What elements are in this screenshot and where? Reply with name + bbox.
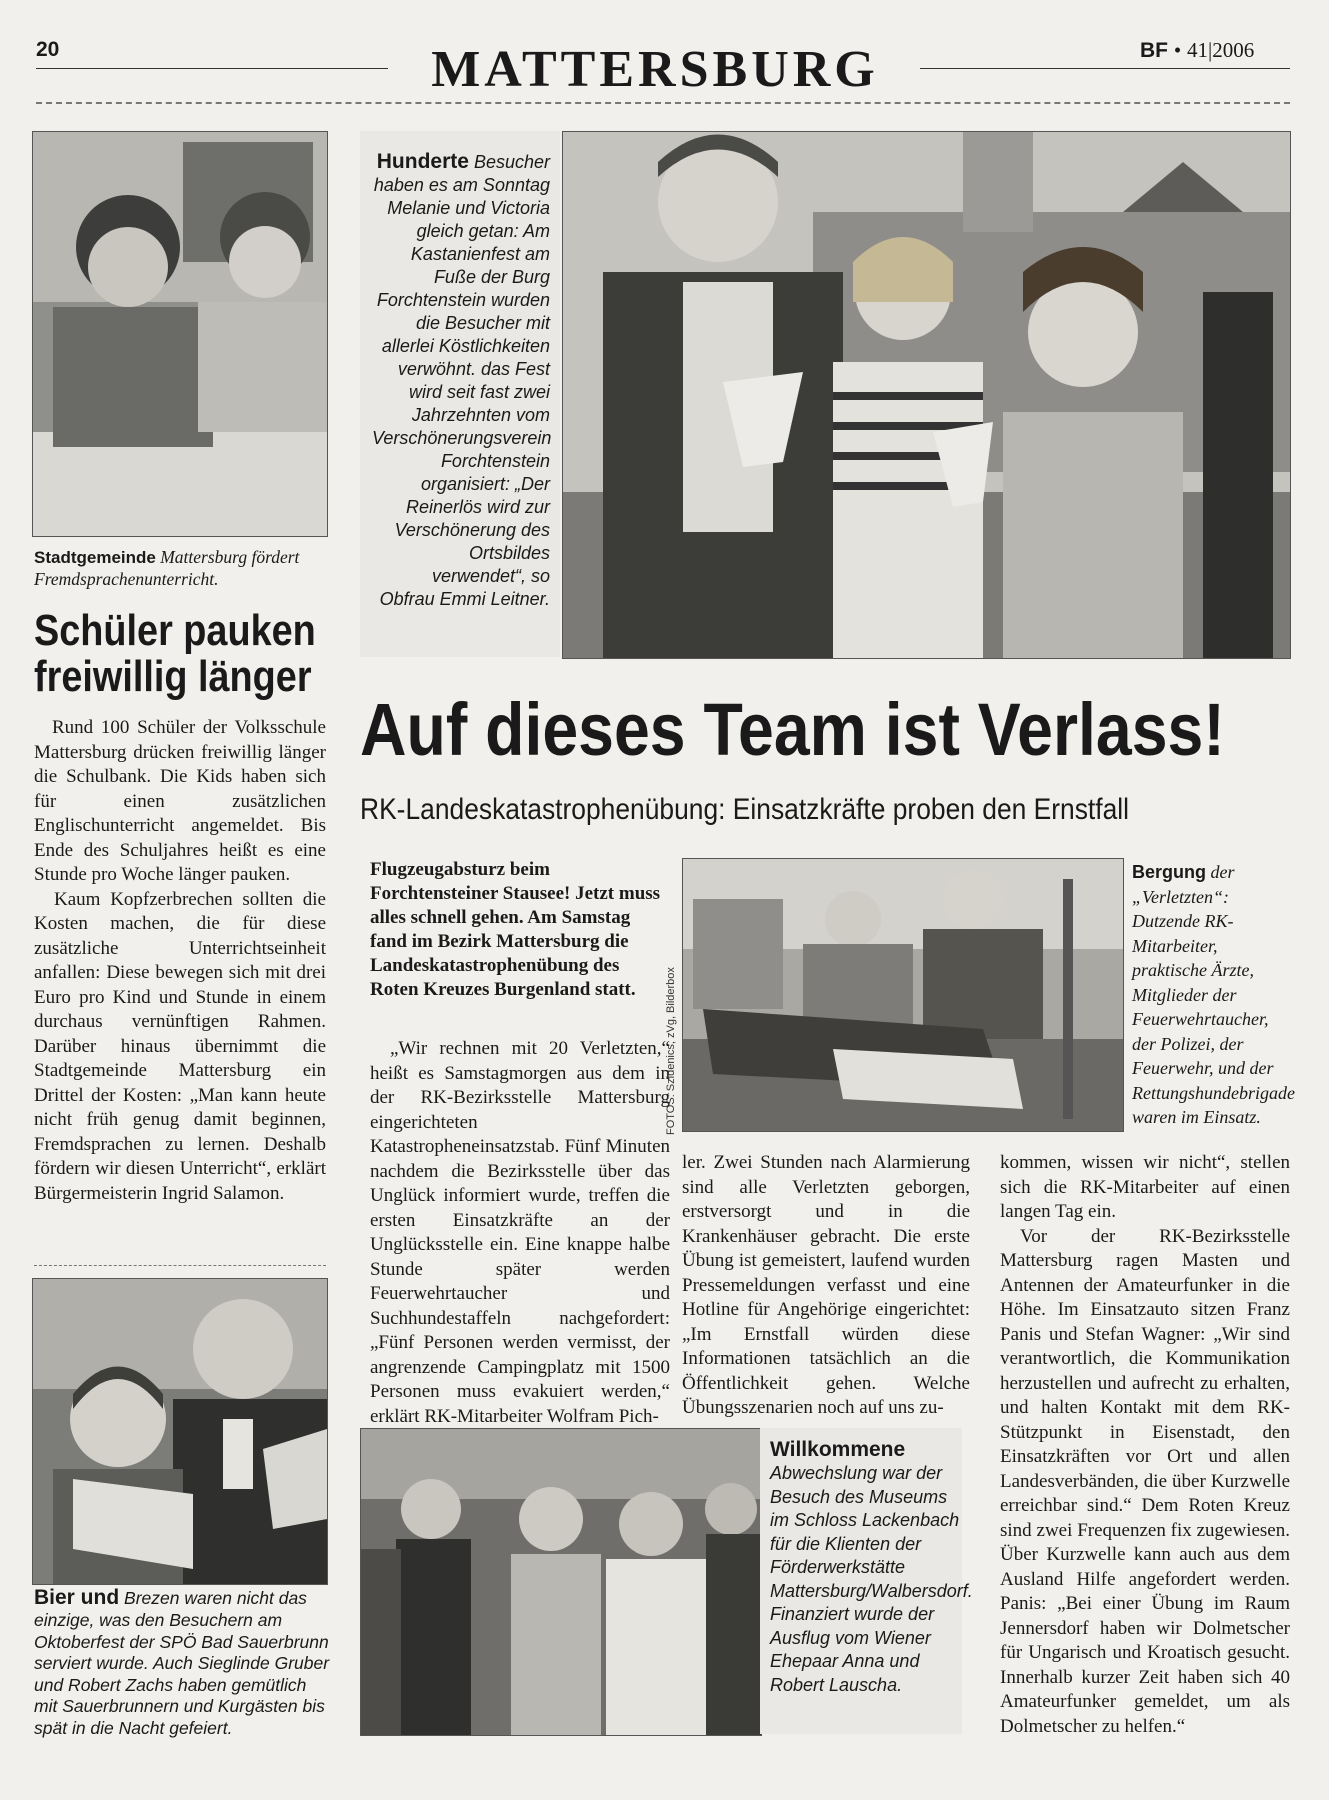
castle-caption-lead: Hunderte — [376, 150, 469, 173]
school-article — [34, 716, 326, 1206]
main-col2-text: ler. Zwei Stunden nach Alarmierung sind alle Verletzten geborgen, erstversorgt und in die Krankenhäuser gebracht. Die erste Übung ist gemeistert, laufend wurden Pressemeldungen verfasst und eine Hotline für Angehörige eingerichtet: „Im Ernstfall würden diese Informationen tatsächlich an die Öffentlichkeit gehen. Welche Übungsszenarien noch auf uns zu- — [682, 1152, 970, 1418]
issue-info: BF • 41|2006 — [1140, 38, 1255, 62]
school-caption — [34, 546, 326, 590]
header-divider — [36, 102, 1290, 104]
school-photo — [32, 131, 328, 537]
school-caption-lead: Stadtgemeinde — [34, 548, 156, 567]
header-rule-right — [920, 68, 1290, 69]
museum-caption-lead: Willkommene — [770, 1438, 906, 1461]
museum-caption — [770, 1438, 973, 1697]
school-headline: Schüler pauken freiwillig länger — [34, 606, 316, 701]
main-headline: Auf dieses Team ist Verlass! — [360, 688, 1225, 771]
oktoberfest-caption-lead: Bier und — [34, 1586, 120, 1609]
castle-caption-text: Besucher haben es am Sonntag Melanie und Victoria gleich getan: Am Kastanienfest am Fuße der Burg Forchtenstein wurden die Besucher mit allerlei Köstlichkeiten verwöhnt. das Fest wird seit fast zwei Jahrzehnten vom Verschönerungsverein Forchtenstein organisiert: „Der Reinerlös wird zur Verschönerung des Ortsbildes verwendet“, so Obfrau Emmi Leitner. — [372, 152, 552, 609]
issue-number: 41 — [1187, 38, 1209, 62]
rescue-caption — [1132, 860, 1295, 1130]
school-paragraph-2: Kaum Kopfzerbrechen sollten die Kosten machen, die für diese zusätzliche Unterrichtseinheit anfallen: Diese bewegen sich mit drei Euro pro Kind und Stunde in einem durchaus vernünftigen Rahmen. Darüber hinaus übernimmt die Stadtgemeinde Mattersburg ein Drittel der Kosten: „Man kann heute nicht früh genug damit beginnen, Fremdsprachen zu lernen. Deshalb fördern wir diesen Unterricht“, erklärt Bürgermeisterin Ingrid Salamon. — [34, 888, 326, 1204]
issue-year: 2006 — [1212, 38, 1255, 62]
school-paragraph-1: Rund 100 Schüler der Volksschule Mattersburg drücken freiwillig länger die Schulbank. Die Kids haben sich für einen zusätzlichen Englischunterricht angemeldet. Bis Ende des Schuljahres heißt es eine Stunde pro Woche länger pauken. — [34, 717, 326, 885]
page-number: 20 — [36, 38, 60, 61]
museum-photo — [360, 1428, 762, 1736]
main-subheadline: RK-Landeskatastrophenübung: Einsatzkräfte proben den Ernstfall — [360, 793, 1130, 826]
rescue-photo — [682, 858, 1124, 1132]
oktoberfest-caption-text: Brezen waren nicht das einzige, was den Besuchern am Oktoberfest der SPÖ Bad Sauerbrunn serviert wurde. Auch Sieglinde Gruber und Robert Zachs haben gemütlich mit Sauerbrunnern und Kurgästen bis spät in die Nacht gefeiert. — [34, 1588, 330, 1738]
main-column-2 — [682, 1151, 970, 1421]
left-divider — [34, 1265, 326, 1266]
museum-caption-text: Abwechslung war der Besuch des Museums im Schloss Lackenbach für die Klienten der Förderwerkstätte Mattersburg/Walbersdorf. Finanziert wurde der Ausflug vom Wiener Ehepaar Anna und Robert Lauscha. — [770, 1463, 973, 1695]
main-lead: Flugzeugabsturz beim Forchtensteiner Stausee! Jetzt muss alles schnell gehen. Am Samstag fand im Bezirk Mattersburg die Landeskatastrophenübung des Roten Kreuzes Burgenland statt. — [370, 859, 661, 1000]
castle-caption — [372, 150, 550, 611]
separator-dot: • — [1173, 38, 1182, 62]
oktoberfest-photo — [32, 1278, 328, 1585]
main-col3-paragraph-1: kommen, wissen wir nicht“, stellen sich die RK-Mitarbeiter auf einen langen Tag ein. — [1000, 1152, 1290, 1222]
section-title: MATTERSBURG — [431, 41, 879, 98]
main-col1-text: „Wir rechnen mit 20 Verletzten,“ heißt es Samstagmorgen aus dem in der RK-Bezirksstelle Mattersburg eingerichteten Katastropheneinsatzstab. Fünf Minuten nachdem die Bezirksstelle über das Unglück informiert wurde, treffen die ersten Einsatzkräfte an der Unglücksstelle ein. Eine knappe halbe Stunde später werden Feuerwehrtaucher und Suchhundestaffeln nachgefordert: „Fünf Personen werden vermisst, der angrenzende Campingplatz mit 1500 Personen muss evakuiert werden,“ erklärt RK-Mitarbeiter Wolfram Pich- — [370, 1038, 670, 1427]
oktoberfest-caption — [34, 1586, 334, 1739]
main-column-3 — [1000, 1151, 1290, 1739]
rescue-caption-text: der „Verletzten“: Dutzende RK-Mitarbeiter, praktische Ärzte, Mitglieder der Feuerwehrtaucher, der Polizei, der Feuerwehr, und der Rettungshundebrigade waren im Einsatz. — [1132, 862, 1295, 1127]
castle-photo — [562, 131, 1291, 659]
header-rule-left — [36, 68, 388, 69]
paper-name: BF — [1140, 39, 1168, 62]
main-column-1 — [370, 1037, 670, 1429]
main-col3-paragraph-2: Vor der RK-Bezirksstelle Mattersburg ragen Masten und Antennen der Amateurfunker in die Höhe. Im Einsatzauto sitzen Franz Panis und Stefan Wagner: „Wir sind verantwortlich, die Kommunikation herzustellen und aufrecht zu erhalten, und halten Kontakt mit dem RK-Stützpunkt in Eisenstadt, den Einsatzkräften vor Ort und allen Landesverbänden, die über Kurzwelle erreichbar sind.“ Dem Roten Kreuz sind zwei Frequenzen fix zugewiesen. Über Kurzwelle kann auch aus dem Ausland Hilfe angefordert werden. Panis: „Bei einer Übung im Raum Jennersdorf haben wir Dolmetscher für Ungarisch und Kroatisch gesucht. Innerhalb kurzer Zeit haben sich 40 Amateurfunker gemeldet, um als Dolmetscher zu helfen.“ — [1000, 1225, 1290, 1737]
rescue-caption-lead: Bergung — [1132, 862, 1206, 882]
school-caption-text: Mattersburg fördert Fremdsprachenunterricht. — [34, 547, 300, 589]
photo-credit: FOTOS: Szidenics, zVg, Bilderbox — [665, 967, 677, 1135]
